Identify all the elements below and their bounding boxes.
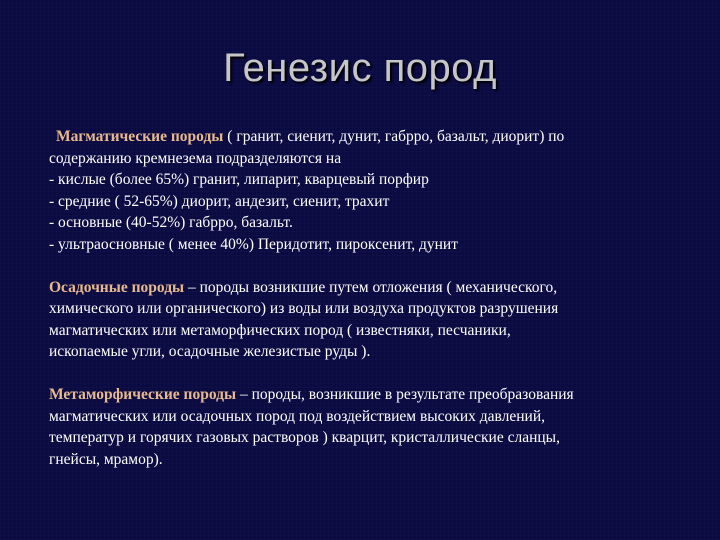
basic-rocks-line: - основные (40-52%) габрро, базальт.	[49, 214, 293, 231]
metamorphic-first-line-text: – породы, возникшие в результате преобразования	[236, 386, 574, 403]
metamorphic-first-line	[49, 384, 669, 406]
igneous-line: содержанию кремнезема подразделяются на	[49, 149, 342, 167]
slide-body	[49, 126, 669, 470]
metamorphic-line: температур и горячих газовых растворов ) кварцит, кристаллические сланцы,	[49, 429, 560, 446]
igneous-rocks-paragraph	[49, 126, 669, 255]
sedimentary-line: ископаемые угли, осадочные железистые руды ).	[49, 343, 371, 360]
metamorphic-line: магматических или осадочных пород под воздействием высоких давлений,	[49, 407, 546, 425]
igneous-rocks-term: Магматические породы	[56, 128, 224, 145]
igneous-first-line	[49, 126, 669, 148]
ultrabasic-rocks-line: - ультраосновные ( менее 40%) Перидотит, пироксенит, дунит	[49, 235, 458, 253]
sedimentary-first-line	[49, 277, 669, 299]
acidic-rocks-line: - кислые (более 65%) гранит, липарит, кварцевый порфир	[49, 171, 429, 188]
slide-title: Генезис пород	[223, 46, 497, 90]
igneous-first-line-text: ( гранит, сиенит, дунит, габрро, базальт, диорит) по	[223, 128, 565, 145]
intermediate-rocks-line: - средние ( 52-65%) диорит, андезит, сиенит, трахит	[49, 192, 390, 210]
metamorphic-line: гнейсы, мрамор).	[49, 450, 163, 468]
metamorphic-rocks-paragraph	[49, 384, 669, 470]
sedimentary-rocks-term: Осадочные породы	[49, 278, 185, 296]
sedimentary-first-line-text: – породы возникшие путем отложения ( механического,	[184, 278, 558, 296]
metamorphic-rocks-term: Метаморфические породы	[49, 386, 237, 403]
sedimentary-rocks-paragraph	[49, 277, 669, 363]
sedimentary-line: химического или органического) из воды или воздуха продуктов разрушения	[49, 300, 559, 317]
sedimentary-line: магматических или метаморфических пород ( известняки, песчаники,	[49, 321, 511, 339]
